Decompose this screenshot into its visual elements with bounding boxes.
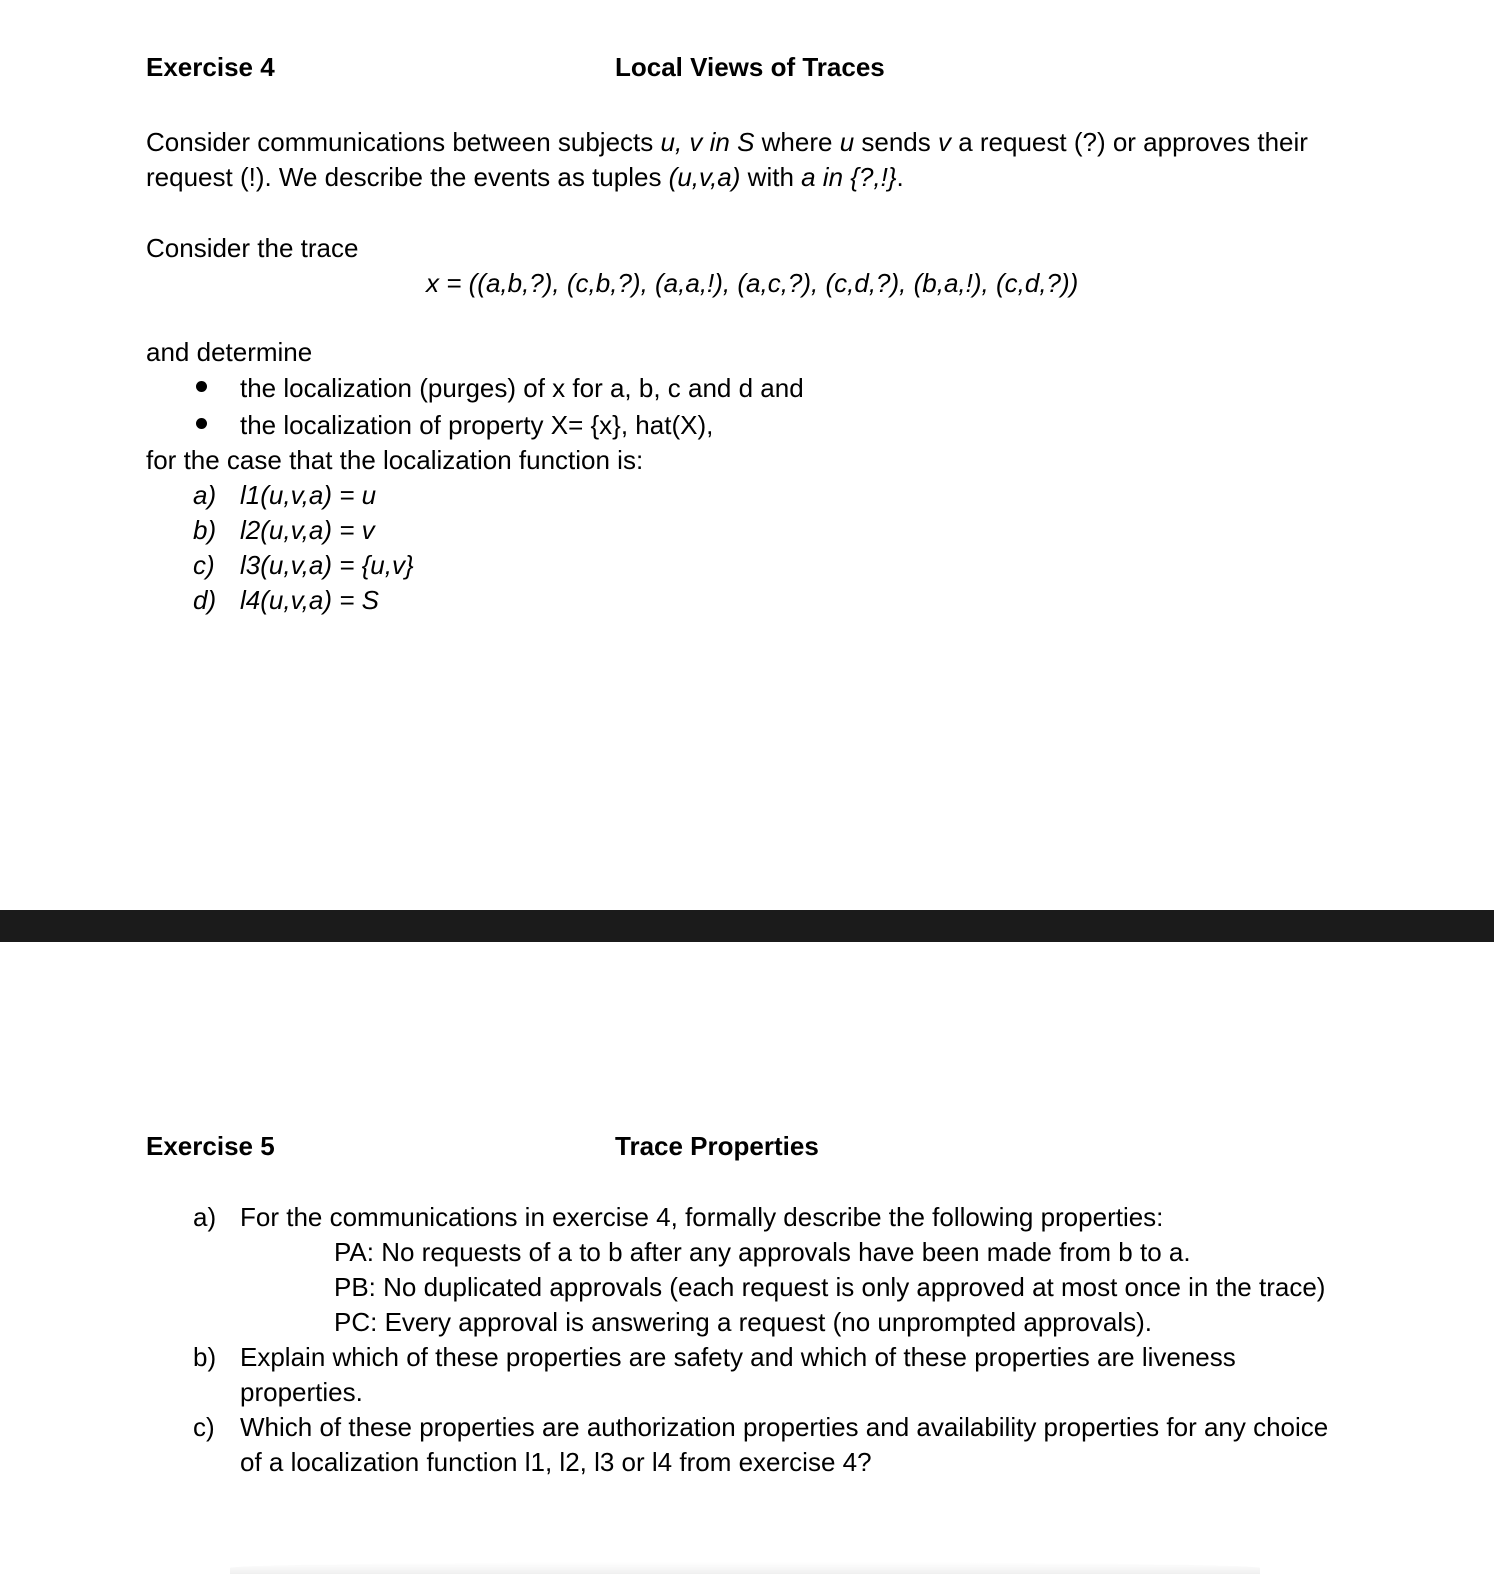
function-text-b: l2(u,v,a) = v: [240, 515, 375, 545]
bullet-dot: [196, 418, 207, 429]
function-text-d: l4(u,v,a) = S: [240, 585, 379, 615]
item-c-line-2: of a localization function l1, l2, l3 or l4 from exercise 4?: [240, 1447, 872, 1477]
bullet-item-2: the localization of property X= {x}, hat(X),: [240, 410, 714, 440]
exercise-5-number: Exercise 5: [146, 1131, 275, 1161]
item-label-c: c): [193, 1412, 215, 1442]
function-label-b: b): [193, 515, 217, 545]
item-label-a: a): [193, 1202, 217, 1232]
function-label-d: d): [193, 585, 217, 615]
determine-text: and determine: [146, 337, 313, 367]
consider-trace-text: Consider the trace: [146, 233, 359, 263]
page-separator: [0, 910, 1494, 942]
bullet-dot: [196, 381, 207, 392]
intro-line-1: Consider communications between subjects u, v in S where u sends v a request (?) or approves their: [146, 127, 1308, 157]
bullet-item-1: the localization (purges) of x for a, b, c and d and: [240, 373, 804, 403]
page-edge-shadow: [230, 1562, 1260, 1574]
function-label-a: a): [193, 480, 217, 510]
item-a-line-1: For the communications in exercise 4, formally describe the following properties:: [240, 1202, 1164, 1232]
item-c-line-1: Which of these properties are authorization properties and availability properties for any choice: [240, 1412, 1329, 1442]
function-text-a: l1(u,v,a) = u: [240, 480, 377, 510]
property-pc: PC: Every approval is answering a request (no unprompted approvals).: [334, 1307, 1152, 1337]
intro-line-2: request (!). We describe the events as tuples (u,v,a) with a in {?,!}.: [146, 162, 904, 192]
property-pb: PB: No duplicated approvals (each request is only approved at most once in the trace): [334, 1272, 1326, 1302]
case-text: for the case that the localization function is:: [146, 445, 644, 475]
item-b-line-2: properties.: [240, 1377, 363, 1407]
item-label-b: b): [193, 1342, 217, 1372]
trace-formula: x = ((a,b,?), (c,b,?), (a,a,!), (a,c,?), (c,d,?), (b,a,!), (c,d,?)): [426, 268, 1079, 298]
function-text-c: l3(u,v,a) = {u,v}: [240, 550, 414, 580]
function-label-c: c): [193, 550, 215, 580]
item-b-line-1: Explain which of these properties are safety and which of these properties are liveness: [240, 1342, 1236, 1372]
property-pa: PA: No requests of a to b after any approvals have been made from b to a.: [334, 1237, 1191, 1267]
exercise-4-number: Exercise 4: [146, 52, 275, 82]
exercise-4-title: Local Views of Traces: [615, 52, 885, 82]
exercise-5-title: Trace Properties: [615, 1131, 819, 1161]
document-page-exercise-5: [0, 942, 1494, 1574]
